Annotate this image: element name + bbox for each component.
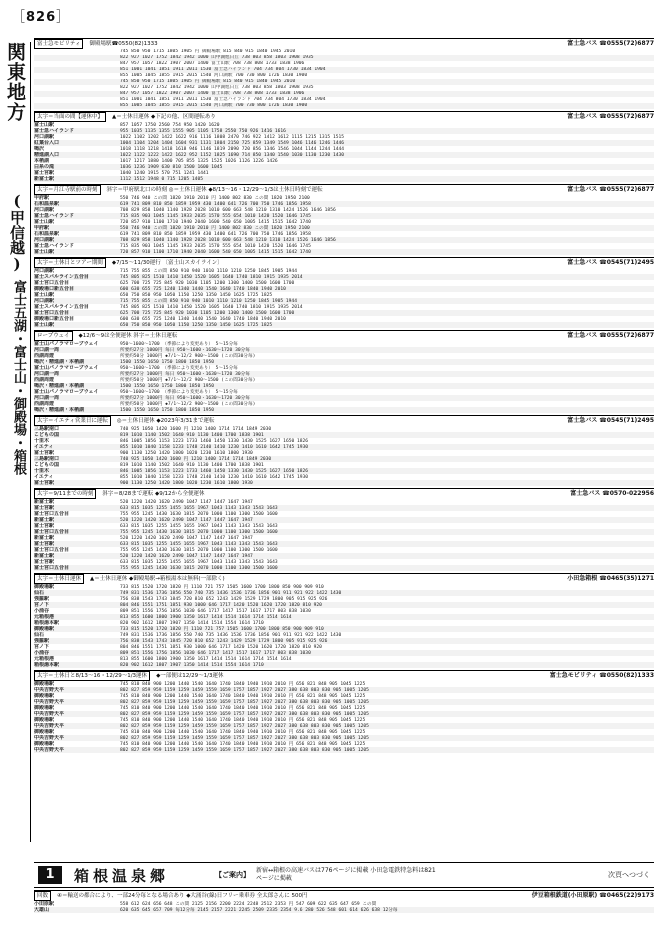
section-title: 箱根温泉郷: [74, 866, 170, 885]
departure-times: 822 927 1027 1752 1842 1942 1000 山中湖旭日丘 738 803 858 1803 1908 1935: [120, 85, 314, 90]
departure-times: 1018 1118 1218 1418 1618 946 1146 1819 2090 720 856 1346 1546 1044 1144 1244 1444: [120, 147, 345, 152]
stop-name: イエティ: [34, 474, 54, 480]
timetable-row: 小田原駅 558 612 624 656 648 この間 2125 2156 2200 2224 2248 2512 2353 円 547 609 622 635 647 659 この間: [34, 901, 377, 907]
operator-contact: 富士急バス ☎0545(71)2495: [567, 417, 654, 424]
calendar-badge: 回数: [34, 891, 51, 901]
calendar-badge: 太字＝9/11までの時刻: [34, 489, 96, 499]
departure-times: 633 815 1035 1255 1455 1655 1967 1043 1143 1343 1543 1643: [120, 560, 278, 565]
departure-times: 1022 1122 1222 1422 1622 952 1152 1825 1690 714 850 1340 1540 1030 1130 1230 1430: [120, 153, 345, 158]
departure-times: 819 1010 1140 1502 1640 910 1130 1400 1700 1838 1901: [120, 463, 264, 468]
departure-times: 745 810 840 900 1200 1440 1540 1640 1740 1840 1940 1910 2010 円 656 821 848 905 1045 1225: [120, 742, 366, 747]
departure-times: 733 815 1520 1720 1820 円 1110 721 757 1505 1600 1700 1800 850 900 909 910: [120, 627, 324, 632]
stop-name: 富士急ハイランド: [34, 128, 75, 134]
departure-times: 650 750 850 950 1050 1150 1250 1350 1450 1625 1725 1825: [120, 293, 273, 298]
stop-name: 富士山パノラマロープウェイ: [34, 365, 99, 371]
operator-contact: 富士急バス ☎0555(72)6877: [567, 40, 654, 47]
timetable-note: 斜字＝甲府駅北口の時刻 ◎＝土休日運休 ◆8/13〜16・12/29〜1/3は土休日時刻で運転: [106, 187, 323, 193]
stop-name: 精進湖入口: [34, 152, 60, 158]
timetable-row: [34, 322, 654, 328]
operator-contact: 小田急箱根 ☎0465(35)1271: [567, 575, 654, 582]
stop-name: 新富士駅: [34, 517, 55, 523]
departure-times: 715 755 855 この間 850 910 940 1010 1110 1210 1250 1845 1905 1944: [120, 299, 297, 304]
stop-name: 富士宮口五合目: [34, 280, 70, 286]
stop-name: 小涌谷: [34, 650, 50, 656]
departure-times: 650 750 850 950 1050 1150 1250 1350 1450 1625 1725 1825: [120, 323, 273, 328]
stop-name: イエティ: [34, 444, 54, 450]
stop-name: 新富士駅: [34, 535, 55, 541]
stop-name: 箱根湯本駅: [34, 662, 60, 668]
departure-times: 745 805 825 1510 1410 1450 1520 1605 1640 1740 1810 1915 1935 2014: [120, 305, 303, 310]
timetable-note: ◆一部便は12/29〜1/3運休: [156, 673, 224, 679]
calendar-badge: 太字＝土休日とツアー期間: [34, 258, 106, 268]
departure-times: 633 815 1035 1255 1455 1655 1967 1043 1143 1343 1543 1643: [120, 506, 278, 511]
area-label: 富士五湖・富士山・御殿場・箱根: [11, 280, 26, 475]
stop-name: 中央吉野天平: [34, 747, 65, 753]
departure-times: 804 846 1551 1751 1851 930 1000 646 1717 1420 1520 1620 1720 1820 810 920: [120, 603, 322, 608]
stop-name: 三島駅南口: [34, 456, 60, 462]
timetable-row: [34, 747, 654, 753]
departure-times: 755 955 1245 1430 1630 1815 2070 1000 1100 1300 1500 1600: [120, 566, 278, 571]
stop-name: 新富士駅: [34, 499, 55, 505]
departure-times: 813 855 1600 1800 1900 1350 1617 1414 1514 1614 1714 1514 1614: [120, 615, 292, 620]
timetable-header: [34, 671, 654, 681]
page-number: ［826］: [12, 10, 71, 25]
timetable-row: [34, 565, 654, 571]
stop-name: 中央吉野天平: [34, 723, 65, 729]
departure-times: 740 925 1050 1420 1600 円 1210 1400 1714 1714 1849 2030: [120, 457, 272, 462]
region-tab: 関東地方: [4, 42, 26, 122]
departure-times: 847 957 1057 1822 1907 2007 1400 富士山駅 708 738 808 1733 1838 1906: [120, 61, 305, 66]
stop-name: 御殿場駅: [34, 705, 55, 711]
departure-times: 802 827 859 959 1159 1259 1459 1559 1659 1757 1857 1927 2027 380 638 803 830 905 1005 1205: [120, 748, 369, 753]
stop-name: 宮ノ下: [34, 644, 50, 650]
departure-times: 1017 1217 1880 1400 705 855 1325 1525 1026 1126 1226 1426: [120, 159, 278, 164]
departure-times: 625 700 725 725 845 920 1030 1105 1200 1300 1400 1500 1600 1700: [120, 281, 295, 286]
stop-name: 河口湖一周: [34, 395, 60, 401]
timetable-header: [34, 185, 654, 195]
stop-name: 富士山駅: [34, 322, 55, 328]
timetable-block: [34, 573, 654, 670]
guide-label: 【ご案内】: [215, 871, 251, 879]
calendar-badge: 富士急モビリティ: [34, 39, 83, 49]
section-header: [34, 862, 654, 888]
timetable-note: ▲＝土休日運休 ◆下記の他、区間運転あり: [112, 114, 216, 120]
stop-name: 強羅駅: [34, 596, 50, 602]
calendar-badge: 太字＝イエティ営業日に運転: [34, 416, 111, 426]
departure-times: 740 925 1050 1420 1600 円 1210 1400 1714 1714 1849 2030: [120, 427, 272, 432]
next-page-note: 次頁へつづく: [608, 871, 650, 879]
departure-times: 所要約27分 1000円 毎日 950〜1600・1630〜1720 30分毎: [120, 372, 250, 377]
departure-times: 1004 1104 1204 1404 1604 931 1131 1804 2150 725 859 1349 1549 1046 1146 1246 1446: [120, 141, 345, 146]
stop-name: 小涌谷: [34, 608, 50, 614]
departure-times: 820 902 1612 1807 1907 1350 1414 1514 1554 1614 1710: [120, 663, 264, 668]
departure-times: 1022 1102 1202 1422 1622 916 1116 1808 2470 746 922 1412 1612 1115 1215 1315 1515: [120, 135, 345, 140]
timetable-row: [34, 662, 654, 668]
operator-contact: 富士急バス ☎0570-022956: [570, 490, 654, 497]
departure-times: 950〜1600〜1700 （季節により変更あり） 5〜15分毎: [120, 390, 238, 395]
calendar-badge: 太字＝土休日と8/13〜16・12/29〜1/3運休: [34, 671, 150, 681]
departure-times: 所要約50分 1000円 ◆7/1〜12/2 900〜1500 (この間30分毎): [120, 354, 256, 359]
departure-times: 所要約50分 1000円 ◆7/1〜12/2 900〜1500 (この間30分毎): [120, 402, 256, 407]
departure-times: 855 1005 1045 1855 1915 2015 1540 河口湖駅 700 730 800 1726 1830 1900: [120, 73, 308, 78]
timetable-block: [34, 38, 654, 111]
departure-times: 633 815 1035 1255 1455 1655 1967 1043 1143 1343 1543 1643: [120, 542, 278, 547]
departure-times: 600 630 655 725 1240 1340 1440 1540 1640 1740 1840 1940 2010: [120, 287, 286, 292]
side-divider: [30, 42, 31, 842]
operator-contact: 富士急バス ☎0555(72)6877: [567, 113, 654, 120]
stop-name: 富士急ハイランド: [34, 213, 75, 219]
departure-times: 847 957 1057 1822 1907 2007 1400 富士山駅 708 738 808 1733 1838 1906: [120, 91, 305, 96]
departure-times: 720 857 910 1100 1710 1940 2040 1600 540 650 1005 1415 1515 1642 1740: [120, 220, 311, 225]
timetable-row: [34, 176, 654, 182]
timetable-header: [34, 258, 654, 268]
departure-times: 855 1005 1045 1855 1915 2015 1540 河口湖駅 700 730 800 1726 1830 1900: [120, 103, 308, 108]
operator-contact: 富士急バス ☎0545(71)2495: [567, 259, 654, 266]
stop-name: 富士スバルライン五合目: [34, 274, 89, 280]
stop-name: 石和温泉駅: [34, 201, 60, 207]
stop-name: 御殿場駅: [34, 741, 55, 747]
timetable-note: ④＝輸送の都合により、一部24分毎となる場合あり ◆大涌谷(線)日フリー乗車券 全太郎さんに 500円: [57, 893, 308, 899]
stop-name: 箱根湯本駅: [34, 620, 60, 626]
departure-times: 708 829 858 1040 1140 1928 2028 1010 600 663 548 1210 1310 1424 1526 1646 1856: [120, 238, 336, 243]
stop-name: 御殿場駅: [34, 693, 55, 699]
departure-times: 755 955 1245 1430 1630 1815 2070 1000 1100 1300 1500 1600: [120, 548, 278, 553]
section-number: 1: [38, 866, 62, 884]
stop-name: 御殿場駅: [34, 681, 55, 687]
stop-name: 仙石: [34, 632, 45, 638]
departure-times: 715 755 855 この間 850 910 940 1010 1110 1210 1250 1845 1905 1944: [120, 269, 297, 274]
timetable-header: [34, 574, 654, 584]
departure-times: 900 1130 1250 1420 1800 1020 1230 1610 1800 1930: [120, 451, 253, 456]
timetable-note: 御殿場駅☎0550(82)1333: [89, 41, 158, 47]
stop-name: 富士宮駅: [34, 541, 55, 547]
stop-name: 御殿場口新五合目: [34, 286, 75, 292]
timetable-note: 斜字＝8/28まで運転 ◆9/12から全便運休: [102, 491, 205, 497]
timetable-header: [34, 112, 654, 122]
departure-times: 802 827 859 959 1159 1259 1459 1559 1659 1757 1857 1927 2027 380 638 803 830 905 1005 1205: [120, 712, 369, 717]
stop-name: 富士宮駅: [34, 480, 55, 486]
departure-times: 1500 1550 1650 1750 1800 1850 1950: [120, 408, 215, 413]
departure-times: 633 815 1035 1255 1455 1655 1967 1043 1143 1343 1543 1643: [120, 524, 278, 529]
timetable-block: [34, 257, 654, 330]
stop-name: 富士山駅: [34, 219, 55, 225]
timetable-row: [34, 249, 654, 255]
stop-name: 富士宮駅: [34, 559, 55, 565]
departure-times: 802 827 859 959 1159 1259 1459 1559 1659 1757 1857 1927 2027 380 638 803 830 905 1005 1205: [120, 700, 369, 705]
stop-name: 富士急ハイランド: [34, 243, 75, 249]
departure-times: 955 1035 1135 1355 1555 905 1105 1758 2550 750 926 1416 1616: [120, 129, 286, 134]
departure-times: 1500 1550 1650 1750 1800 1850 1950: [120, 360, 215, 365]
timetable-header: [34, 39, 654, 49]
departure-times: 745 810 840 900 1200 1440 1540 1640 1740 1840 1940 1910 2010 円 656 821 848 905 1045 1225: [120, 718, 366, 723]
stop-name: 十里木: [34, 468, 50, 474]
stop-name: 富士宮駅: [34, 523, 55, 529]
stop-name: 鳴沢・精進湖・本栖湖: [34, 407, 85, 413]
stop-name: 富士宮口五合目: [34, 529, 70, 535]
departure-times: 756 838 1543 1743 1845 720 810 652 1243 1429 1529 1729 1800 905 915 925 926: [120, 639, 328, 644]
departure-times: 857 1057 1750 2560 754 950 1420 1620: [120, 123, 220, 128]
timetable-header: [34, 416, 654, 426]
departure-times: 809 851 1556 1756 1856 1030 646 1717 1417 1517 1617 1717 803 838 1030: [120, 609, 311, 614]
stop-name: 河口湖駅: [34, 298, 55, 304]
departure-times: 720 857 910 1100 1710 1940 2040 1600 540 650 1005 1415 1515 1642 1740: [120, 250, 311, 255]
departure-times: 851 1001 1041 1851 1911 2011 1530 富士急ハイランド 704 734 804 1730 1834 1904: [120, 97, 326, 102]
guide-text: 新宿↔箱根の高速バスは776ページに掲載 小田急電鉄特急料は821ページに掲載: [256, 867, 436, 882]
departure-times: 所要約27分 1000円 毎日 950〜1600・1630〜1720 30分毎: [120, 396, 250, 401]
stop-name: 元箱根港: [34, 656, 55, 662]
stop-name: 宮ノ下: [34, 602, 50, 608]
departure-times: 950〜1600〜1700 （季節により変更あり） 5〜15分毎: [120, 366, 238, 371]
stop-name: 甲府駅: [34, 225, 50, 231]
stop-name: 鳴沢・精進湖・本栖湖: [34, 383, 85, 389]
stop-name: 新富士駅: [34, 553, 55, 559]
departure-times: 749 831 1536 1736 1856 550 740 735 1436 1536 1736 1856 901 911 921 922 1422 1430: [120, 591, 342, 596]
departure-times: 745 850 950 1715 1805 1905 円 御殿場駅 815 840 915 1840 1945 2010: [120, 79, 296, 84]
departure-times: 855 1010 1040 1158 1233 1748 2140 1410 1230 1410 1610 1642 1745 1930: [120, 445, 309, 450]
stop-name: 中央吉野天平: [34, 699, 65, 705]
timetable-block: [34, 415, 654, 488]
departure-times: 820 902 1612 1807 1907 1350 1414 1514 1554 1614 1710: [120, 621, 264, 626]
stop-name: 白糸の滝: [34, 164, 55, 170]
timetable-row: [34, 480, 654, 486]
stop-name: 富士山駅: [34, 249, 55, 255]
departure-times: 755 955 1245 1430 1630 1815 2070 1000 1100 1300 1500 1600: [120, 530, 278, 535]
departure-times: 619 741 809 810 850 1859 1959 430 1400 641 726 700 750 1746 1856 1958: [120, 202, 311, 207]
departure-times: 802 827 859 959 1159 1259 1459 1559 1659 1757 1857 1927 2027 380 638 803 830 905 1005 1205: [120, 736, 369, 741]
stop-name: 御殿場駅: [34, 626, 55, 632]
stop-name: 富士宮駅: [34, 505, 55, 511]
stop-name: 十里木: [34, 438, 50, 444]
departure-times: 715 835 903 1045 1145 1933 2035 1570 555 654 1010 1420 1520 1646 1745: [120, 214, 311, 219]
stop-name: 強羅駅: [34, 638, 50, 644]
departure-times: 822 927 1027 1752 1842 1942 1000 山中湖旭日丘 738 803 858 1803 1908 1935: [120, 55, 314, 60]
timetable-block: [34, 330, 654, 415]
stop-name: 河口湖一周: [34, 347, 60, 353]
stop-name: 石和温泉駅: [34, 231, 60, 237]
timetable-block: [34, 488, 654, 573]
stop-name: 中央吉野天平: [34, 735, 65, 741]
departure-times: 745 810 840 900 1200 1440 1540 1640 1740 1840 1940 1910 2010 円 656 821 848 905 1045 1225: [120, 682, 366, 687]
stop-name: 富士宮口五合目: [34, 547, 70, 553]
stop-name: 河口湖駅: [34, 207, 55, 213]
stop-name: 御殿場駅: [34, 729, 55, 735]
timetable-header: [34, 331, 654, 341]
departure-times: 813 855 1600 1800 1900 1350 1617 1414 1514 1614 1714 1514 1614: [120, 657, 292, 662]
stop-name: 中央吉野天平: [34, 711, 65, 717]
stop-name: 河口湖駅: [34, 134, 55, 140]
timetable-row: 大雄山 620 635 645 657 709 毎12分毎 2145 2157 2221 2245 2509 2335 2354 9.6 280 526 548 601 614 626 638 12分毎: [34, 907, 654, 913]
departure-times: 809 851 1556 1756 1856 1030 646 1717 1417 1517 1617 1717 803 838 1030: [120, 651, 311, 656]
calendar-badge: 太字＝当面の間【運休中】: [34, 112, 106, 122]
stop-name: 富士宮駅: [34, 170, 55, 176]
departure-times: 749 831 1536 1736 1856 550 740 735 1436 1536 1736 1856 901 911 921 922 1422 1430: [120, 633, 342, 638]
stop-name: 富士山駅: [34, 292, 55, 298]
departure-times: 1112 1512 1948 0 715 1205 1405: [120, 177, 203, 182]
timetable-block: [34, 184, 654, 257]
timetable-header: [34, 489, 654, 499]
stop-name: 三島駅南口: [34, 426, 60, 432]
departure-times: 1040 1240 1915 570 751 1241 1441: [120, 171, 209, 176]
departure-times: 708 829 858 1040 1140 1928 2028 1010 600 663 548 1210 1310 1424 1526 1646 1856: [120, 208, 336, 213]
departure-times: 745 810 840 900 1200 1440 1540 1640 1740 1840 1940 1910 2010 円 656 821 848 905 1045 1225: [120, 730, 366, 735]
stop-name: 鳴沢: [34, 146, 45, 152]
departure-times: 550 746 940 この間 1820 1910 2010 円 1400 802 830 この間 1820 1950 2100: [120, 196, 310, 201]
departure-times: 802 827 859 959 1159 1259 1459 1559 1659 1757 1857 1927 2027 380 638 803 830 905 1005 1205: [120, 724, 369, 729]
calendar-badge: ロープウェイ: [34, 331, 73, 341]
stop-name: 富士山パノラマロープウェイ: [34, 341, 99, 347]
departure-times: 745 810 840 900 1200 1440 1540 1640 1740 1840 1940 1910 2010 円 656 821 848 905 1045 1225: [120, 694, 366, 699]
stop-name: 御殿場駅: [34, 584, 55, 590]
timetable-header: [34, 891, 654, 901]
timetable-block: [34, 670, 654, 755]
stop-name: 富士山駅: [34, 122, 55, 128]
timetable-note: ◆7/15〜11/30運行 〔富士山スカイライン〕: [111, 260, 223, 266]
timetable-row: [34, 407, 654, 413]
stop-name: 本栖湖: [34, 158, 50, 164]
stop-name: 中央吉野天平: [34, 687, 65, 693]
operator-contact: 富士急バス ☎0555(72)6877: [567, 186, 654, 193]
stop-name: 西湖周遊: [34, 353, 55, 359]
calendar-badge: 太字＝月江寺駅前の時刻: [34, 185, 101, 195]
stop-name: 富士宮口五合目: [34, 310, 70, 316]
stop-name: こどもの国: [34, 462, 60, 468]
subregion-tab: (甲信越): [8, 192, 26, 273]
departure-times: 745 810 840 900 1200 1440 1540 1640 1740 1840 1940 1910 2010 円 656 821 848 905 1045 1225: [120, 706, 366, 711]
stop-name: 仙石: [34, 590, 45, 596]
stop-name: 紅葉台入口: [34, 140, 60, 146]
departure-times: 520 1220 1420 1620 2490 1047 1147 1447 1647 1947: [120, 518, 253, 523]
bottom-timetable: [34, 890, 654, 913]
departure-times: 619 741 809 810 850 1859 1959 430 1400 641 726 700 750 1746 1856 1958: [120, 232, 311, 237]
stop-name: 御殿場口新五合目: [34, 316, 75, 322]
operator-contact: 伊豆箱根鉄道(小田原駅) ☎0465(22)9173: [531, 892, 654, 899]
departure-times: 1036 1236 1909 630 810 1500 1600 1045: [120, 165, 223, 170]
departure-times: 所要約27分 1000円 毎日 950〜1600・1630〜1720 30分毎: [120, 348, 250, 353]
departure-times: 819 1010 1140 1502 1640 910 1130 1400 1700 1838 1901: [120, 433, 264, 438]
departure-times: 950〜1600〜1700 （季節により変更あり） 5〜15分毎: [120, 342, 238, 347]
departure-times: 900 1130 1250 1420 1800 1020 1230 1610 1800 1930: [120, 481, 253, 486]
departure-times: 846 1005 1056 1153 1223 1733 1460 1450 1330 1430 1525 1627 1650 1826: [120, 469, 309, 474]
departure-times: 733 815 1520 1720 1820 円 1110 721 757 1505 1600 1700 1800 850 900 909 910: [120, 585, 324, 590]
stop-name: こどもの国: [34, 432, 60, 438]
timetable-sheet: [34, 20, 654, 930]
stop-name: 元箱根港: [34, 614, 55, 620]
stop-name: 鳴沢・精進湖・本栖湖: [34, 359, 85, 365]
timetable-block: [34, 111, 654, 184]
departure-times: 520 1220 1420 1620 2490 1047 1147 1447 1647 1947: [120, 500, 253, 505]
timetable-note: ◎＝土休日運休 ◆2023年3/31まで運転: [116, 418, 215, 424]
stop-name: 河口湖一周: [34, 371, 60, 377]
departure-times: 550 746 940 この間 1820 1910 2010 円 1400 802 830 この間 1820 1950 2100: [120, 226, 310, 231]
departure-times: 745 850 950 1715 1805 1905 円 御殿場駅 815 840 915 1840 1945 2010: [120, 49, 296, 54]
departure-times: 520 1220 1420 1620 2490 1047 1147 1447 1647 1947: [120, 536, 253, 541]
stop-name: 西湖周遊: [34, 377, 55, 383]
stop-name: 御殿場駅: [34, 717, 55, 723]
operator-contact: 富士急バス ☎0555(72)6877: [567, 332, 654, 339]
departure-times: 1500 1550 1650 1750 1800 1850 1950: [120, 384, 215, 389]
stop-name: 富士山パノラマロープウェイ: [34, 389, 99, 395]
stop-name: 富士スバルライン五合目: [34, 304, 89, 310]
departure-times: 715 835 903 1045 1145 1933 2035 1570 555 654 1010 1420 1520 1646 1745: [120, 244, 311, 249]
departure-times: 所要約50分 1000円 ◆7/1〜12/2 900〜1500 (この間30分毎): [120, 378, 256, 383]
timetable-note: ▲＝土休日運休 ◆御殿場駅→箱根湯本は無料(一部除く): [90, 576, 225, 582]
timetable-note: ◆12/6〜9は全便運休 斜字＝土休日運転: [78, 333, 178, 339]
stop-name: 河口湖駅: [34, 237, 55, 243]
departure-times: 851 1001 1041 1851 1911 2011 1530 富士急ハイランド 704 734 804 1730 1834 1904: [120, 67, 326, 72]
departure-times: 625 700 725 725 845 920 1030 1105 1200 1300 1400 1500 1600 1700: [120, 311, 295, 316]
departure-times: 846 1005 1056 1153 1223 1733 1460 1450 1330 1430 1525 1627 1650 1826: [120, 439, 309, 444]
departure-times: 600 630 655 725 1240 1340 1440 1540 1640 1740 1840 1940 2010: [120, 317, 286, 322]
departure-times: 855 1010 1040 1158 1233 1748 2140 1410 1230 1410 1610 1642 1745 1930: [120, 475, 309, 480]
stop-name: 甲府駅: [34, 195, 50, 201]
stop-name: 富士宮口五合目: [34, 511, 70, 517]
stop-name: 富士宮口五合目: [34, 565, 70, 571]
operator-contact: 富士急モビリティ ☎0550(82)1333: [549, 672, 654, 679]
timetable-row: [34, 103, 654, 109]
departure-times: 804 846 1551 1751 1851 930 1000 646 1717 1420 1520 1620 1720 1820 810 920: [120, 645, 322, 650]
departure-times: 802 827 859 959 1159 1259 1459 1559 1659 1757 1857 1927 2027 380 638 803 830 905 1005 1205: [120, 688, 369, 693]
departure-times: 520 1220 1420 1620 2490 1047 1147 1447 1647 1947: [120, 554, 253, 559]
departure-times: 756 838 1543 1743 1845 720 810 652 1243 1429 1529 1729 1800 905 915 925 926: [120, 597, 328, 602]
stop-name: 新富士駅: [34, 176, 55, 182]
stop-name: 河口湖駅: [34, 268, 55, 274]
departure-times: 755 955 1245 1430 1630 1815 2070 1000 1100 1300 1500 1600: [120, 512, 278, 517]
departure-times: 745 805 825 1510 1410 1450 1520 1605 1640 1740 1810 1915 1935 2014: [120, 275, 303, 280]
stop-name: 富士宮駅: [34, 450, 55, 456]
calendar-badge: 太字＝土休日運休: [34, 574, 84, 584]
stop-name: 西湖周遊: [34, 401, 55, 407]
